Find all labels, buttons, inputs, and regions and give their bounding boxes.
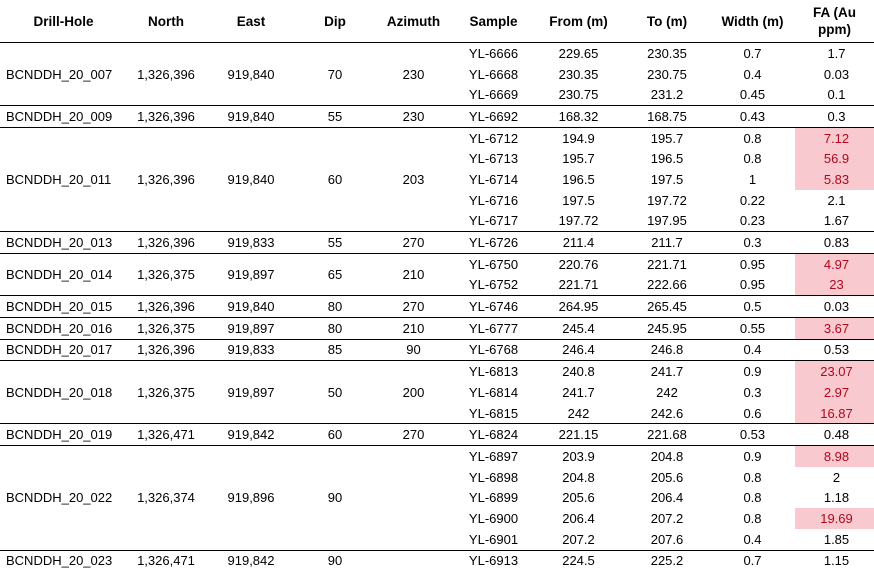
width-cell: 0.4 bbox=[710, 339, 795, 361]
from-cell: 242 bbox=[533, 403, 624, 424]
to-cell: 207.6 bbox=[624, 529, 710, 550]
north-cell: 1,326,375 bbox=[127, 253, 205, 295]
fa-au-cell: 1.18 bbox=[795, 487, 874, 508]
fa-au-cell: 5.83 bbox=[795, 169, 874, 190]
dip-cell: 50 bbox=[297, 361, 373, 424]
east-cell: 919,840 bbox=[205, 296, 297, 318]
width-cell: 0.4 bbox=[710, 64, 795, 85]
drill-hole-cell: BCNDDH_20_007 bbox=[0, 43, 127, 106]
north-cell: 1,326,396 bbox=[127, 296, 205, 318]
east-cell: 919,896 bbox=[205, 446, 297, 550]
to-cell: 195.7 bbox=[624, 127, 710, 148]
drill-hole-cell: BCNDDH_20_014 bbox=[0, 253, 127, 295]
sample-id-cell: YL-6746 bbox=[454, 296, 533, 318]
width-cell: 0.55 bbox=[710, 317, 795, 339]
from-cell: 229.65 bbox=[533, 43, 624, 64]
header-fa-au: FA (Au ppm) bbox=[795, 0, 874, 43]
header-north: North bbox=[127, 0, 205, 43]
east-cell: 919,897 bbox=[205, 317, 297, 339]
header-east: East bbox=[205, 0, 297, 43]
to-cell: 207.2 bbox=[624, 508, 710, 529]
table-row bbox=[0, 43, 874, 64]
azimuth-cell: 270 bbox=[373, 296, 454, 318]
from-cell: 204.8 bbox=[533, 467, 624, 488]
east-cell: 919,833 bbox=[205, 339, 297, 361]
to-cell: 231.2 bbox=[624, 84, 710, 105]
azimuth-cell: 203 bbox=[373, 127, 454, 231]
azimuth-cell: 270 bbox=[373, 424, 454, 446]
table-row bbox=[0, 253, 874, 274]
width-cell: 0.8 bbox=[710, 487, 795, 508]
from-cell: 220.76 bbox=[533, 253, 624, 274]
to-cell: 206.4 bbox=[624, 487, 710, 508]
fa-au-cell: 0.03 bbox=[795, 64, 874, 85]
to-cell: 230.35 bbox=[624, 43, 710, 64]
table-row bbox=[0, 232, 874, 254]
width-cell: 0.9 bbox=[710, 446, 795, 467]
sample-id-cell: YL-6777 bbox=[454, 317, 533, 339]
fa-au-cell: 1.67 bbox=[795, 211, 874, 232]
drill-hole-cell: BCNDDH_20_016 bbox=[0, 317, 127, 339]
sample-id-cell: YL-6815 bbox=[454, 403, 533, 424]
sample-id-cell: YL-6666 bbox=[454, 43, 533, 64]
sample-id-cell: YL-6716 bbox=[454, 190, 533, 211]
from-cell: 194.9 bbox=[533, 127, 624, 148]
from-cell: 197.5 bbox=[533, 190, 624, 211]
north-cell: 1,326,396 bbox=[127, 43, 205, 106]
table-row bbox=[0, 339, 874, 361]
sample-id-cell: YL-6768 bbox=[454, 339, 533, 361]
width-cell: 0.53 bbox=[710, 424, 795, 446]
sample-id-cell: YL-6714 bbox=[454, 169, 533, 190]
width-cell: 0.9 bbox=[710, 361, 795, 382]
from-cell: 168.32 bbox=[533, 106, 624, 128]
north-cell: 1,326,396 bbox=[127, 127, 205, 231]
azimuth-cell: 270 bbox=[373, 232, 454, 254]
azimuth-cell: 210 bbox=[373, 317, 454, 339]
dip-cell: 85 bbox=[297, 339, 373, 361]
sample-id-cell: YL-6897 bbox=[454, 446, 533, 467]
sample-id-cell: YL-6824 bbox=[454, 424, 533, 446]
sample-id-cell: YL-6899 bbox=[454, 487, 533, 508]
fa-au-cell: 1.15 bbox=[795, 550, 874, 571]
dip-cell: 70 bbox=[297, 43, 373, 106]
drill-hole-cell: BCNDDH_20_023 bbox=[0, 550, 127, 571]
drill-hole-cell: BCNDDH_20_011 bbox=[0, 127, 127, 231]
east-cell: 919,897 bbox=[205, 253, 297, 295]
fa-au-cell: 23.07 bbox=[795, 361, 874, 382]
drill-hole-cell: BCNDDH_20_015 bbox=[0, 296, 127, 318]
header-sample: Sample bbox=[454, 0, 533, 43]
to-cell: 241.7 bbox=[624, 361, 710, 382]
sample-id-cell: YL-6813 bbox=[454, 361, 533, 382]
dip-cell: 60 bbox=[297, 127, 373, 231]
to-cell: 265.45 bbox=[624, 296, 710, 318]
sample-id-cell: YL-6669 bbox=[454, 84, 533, 105]
north-cell: 1,326,396 bbox=[127, 339, 205, 361]
from-cell: 246.4 bbox=[533, 339, 624, 361]
width-cell: 0.3 bbox=[710, 382, 795, 403]
drill-hole-cell: BCNDDH_20_017 bbox=[0, 339, 127, 361]
width-cell: 0.23 bbox=[710, 211, 795, 232]
north-cell: 1,326,375 bbox=[127, 317, 205, 339]
table-row bbox=[0, 106, 874, 128]
fa-au-cell: 0.3 bbox=[795, 106, 874, 128]
azimuth-cell: 200 bbox=[373, 361, 454, 424]
header-azimuth: Azimuth bbox=[373, 0, 454, 43]
to-cell: 196.5 bbox=[624, 148, 710, 169]
north-cell: 1,326,471 bbox=[127, 424, 205, 446]
dip-cell: 60 bbox=[297, 424, 373, 446]
to-cell: 225.2 bbox=[624, 550, 710, 571]
east-cell: 919,840 bbox=[205, 106, 297, 128]
to-cell: 204.8 bbox=[624, 446, 710, 467]
to-cell: 242 bbox=[624, 382, 710, 403]
fa-au-cell: 0.83 bbox=[795, 232, 874, 254]
north-cell: 1,326,396 bbox=[127, 106, 205, 128]
width-cell: 0.8 bbox=[710, 148, 795, 169]
fa-au-cell: 0.53 bbox=[795, 339, 874, 361]
width-cell: 0.6 bbox=[710, 403, 795, 424]
east-cell: 919,842 bbox=[205, 550, 297, 571]
from-cell: 221.71 bbox=[533, 275, 624, 296]
fa-au-cell: 56.9 bbox=[795, 148, 874, 169]
to-cell: 211.7 bbox=[624, 232, 710, 254]
east-cell: 919,842 bbox=[205, 424, 297, 446]
fa-au-cell: 19.69 bbox=[795, 508, 874, 529]
table-row bbox=[0, 446, 874, 467]
width-cell: 0.4 bbox=[710, 529, 795, 550]
to-cell: 222.66 bbox=[624, 275, 710, 296]
to-cell: 246.8 bbox=[624, 339, 710, 361]
dip-cell: 90 bbox=[297, 446, 373, 550]
north-cell: 1,326,471 bbox=[127, 550, 205, 571]
header-drill-hole: Drill-Hole bbox=[0, 0, 127, 43]
table-row bbox=[0, 296, 874, 318]
header-to: To (m) bbox=[624, 0, 710, 43]
width-cell: 0.8 bbox=[710, 467, 795, 488]
north-cell: 1,326,374 bbox=[127, 446, 205, 550]
from-cell: 206.4 bbox=[533, 508, 624, 529]
to-cell: 197.72 bbox=[624, 190, 710, 211]
width-cell: 0.8 bbox=[710, 508, 795, 529]
sample-id-cell: YL-6901 bbox=[454, 529, 533, 550]
sample-id-cell: YL-6717 bbox=[454, 211, 533, 232]
fa-au-cell: 0.03 bbox=[795, 296, 874, 318]
width-cell: 0.43 bbox=[710, 106, 795, 128]
north-cell: 1,326,396 bbox=[127, 232, 205, 254]
to-cell: 221.68 bbox=[624, 424, 710, 446]
from-cell: 224.5 bbox=[533, 550, 624, 571]
fa-au-cell: 0.48 bbox=[795, 424, 874, 446]
from-cell: 205.6 bbox=[533, 487, 624, 508]
dip-cell: 55 bbox=[297, 106, 373, 128]
to-cell: 245.95 bbox=[624, 317, 710, 339]
fa-au-cell: 23 bbox=[795, 275, 874, 296]
fa-au-cell: 8.98 bbox=[795, 446, 874, 467]
fa-au-cell: 0.1 bbox=[795, 84, 874, 105]
from-cell: 203.9 bbox=[533, 446, 624, 467]
east-cell: 919,897 bbox=[205, 361, 297, 424]
sample-id-cell: YL-6900 bbox=[454, 508, 533, 529]
from-cell: 221.15 bbox=[533, 424, 624, 446]
fa-au-cell: 2 bbox=[795, 467, 874, 488]
dip-cell: 55 bbox=[297, 232, 373, 254]
fa-au-cell: 2.97 bbox=[795, 382, 874, 403]
from-cell: 197.72 bbox=[533, 211, 624, 232]
width-cell: 0.95 bbox=[710, 253, 795, 274]
width-cell: 0.45 bbox=[710, 84, 795, 105]
table-row bbox=[0, 127, 874, 148]
from-cell: 195.7 bbox=[533, 148, 624, 169]
dip-cell: 90 bbox=[297, 550, 373, 571]
dip-cell: 80 bbox=[297, 317, 373, 339]
drill-hole-cell: BCNDDH_20_018 bbox=[0, 361, 127, 424]
fa-au-cell: 16.87 bbox=[795, 403, 874, 424]
from-cell: 264.95 bbox=[533, 296, 624, 318]
sample-id-cell: YL-6668 bbox=[454, 64, 533, 85]
dip-cell: 80 bbox=[297, 296, 373, 318]
from-cell: 245.4 bbox=[533, 317, 624, 339]
azimuth-cell: 230 bbox=[373, 43, 454, 106]
azimuth-cell: 210 bbox=[373, 253, 454, 295]
sample-id-cell: YL-6898 bbox=[454, 467, 533, 488]
from-cell: 230.35 bbox=[533, 64, 624, 85]
sample-id-cell: YL-6913 bbox=[454, 550, 533, 571]
from-cell: 240.8 bbox=[533, 361, 624, 382]
width-cell: 1 bbox=[710, 169, 795, 190]
sample-id-cell: YL-6692 bbox=[454, 106, 533, 128]
fa-au-cell: 7.12 bbox=[795, 127, 874, 148]
from-cell: 211.4 bbox=[533, 232, 624, 254]
header-width: Width (m) bbox=[710, 0, 795, 43]
drill-hole-cell: BCNDDH_20_013 bbox=[0, 232, 127, 254]
drill-hole-cell: BCNDDH_20_009 bbox=[0, 106, 127, 128]
to-cell: 221.71 bbox=[624, 253, 710, 274]
width-cell: 0.7 bbox=[710, 43, 795, 64]
to-cell: 197.95 bbox=[624, 211, 710, 232]
to-cell: 197.5 bbox=[624, 169, 710, 190]
sample-id-cell: YL-6750 bbox=[454, 253, 533, 274]
drill-hole-cell: BCNDDH_20_019 bbox=[0, 424, 127, 446]
table-row bbox=[0, 317, 874, 339]
from-cell: 241.7 bbox=[533, 382, 624, 403]
table-row bbox=[0, 424, 874, 446]
east-cell: 919,833 bbox=[205, 232, 297, 254]
width-cell: 0.5 bbox=[710, 296, 795, 318]
table-row bbox=[0, 361, 874, 382]
azimuth-cell bbox=[373, 446, 454, 550]
north-cell: 1,326,375 bbox=[127, 361, 205, 424]
from-cell: 196.5 bbox=[533, 169, 624, 190]
to-cell: 168.75 bbox=[624, 106, 710, 128]
azimuth-cell: 230 bbox=[373, 106, 454, 128]
fa-au-cell: 1.85 bbox=[795, 529, 874, 550]
width-cell: 0.3 bbox=[710, 232, 795, 254]
table-body bbox=[0, 43, 874, 571]
sample-id-cell: YL-6726 bbox=[454, 232, 533, 254]
sample-id-cell: YL-6752 bbox=[454, 275, 533, 296]
to-cell: 242.6 bbox=[624, 403, 710, 424]
header-from: From (m) bbox=[533, 0, 624, 43]
sample-id-cell: YL-6814 bbox=[454, 382, 533, 403]
width-cell: 0.22 bbox=[710, 190, 795, 211]
from-cell: 207.2 bbox=[533, 529, 624, 550]
width-cell: 0.8 bbox=[710, 127, 795, 148]
sample-id-cell: YL-6713 bbox=[454, 148, 533, 169]
fa-au-cell: 1.7 bbox=[795, 43, 874, 64]
azimuth-cell: 90 bbox=[373, 339, 454, 361]
width-cell: 0.7 bbox=[710, 550, 795, 571]
to-cell: 230.75 bbox=[624, 64, 710, 85]
to-cell: 205.6 bbox=[624, 467, 710, 488]
header-row bbox=[0, 0, 874, 43]
fa-au-cell: 2.1 bbox=[795, 190, 874, 211]
dip-cell: 65 bbox=[297, 253, 373, 295]
east-cell: 919,840 bbox=[205, 43, 297, 106]
from-cell: 230.75 bbox=[533, 84, 624, 105]
drill-hole-cell: BCNDDH_20_022 bbox=[0, 446, 127, 550]
east-cell: 919,840 bbox=[205, 127, 297, 231]
fa-au-cell: 3.67 bbox=[795, 317, 874, 339]
header-dip: Dip bbox=[297, 0, 373, 43]
sample-id-cell: YL-6712 bbox=[454, 127, 533, 148]
width-cell: 0.95 bbox=[710, 275, 795, 296]
fa-au-cell: 4.97 bbox=[795, 253, 874, 274]
